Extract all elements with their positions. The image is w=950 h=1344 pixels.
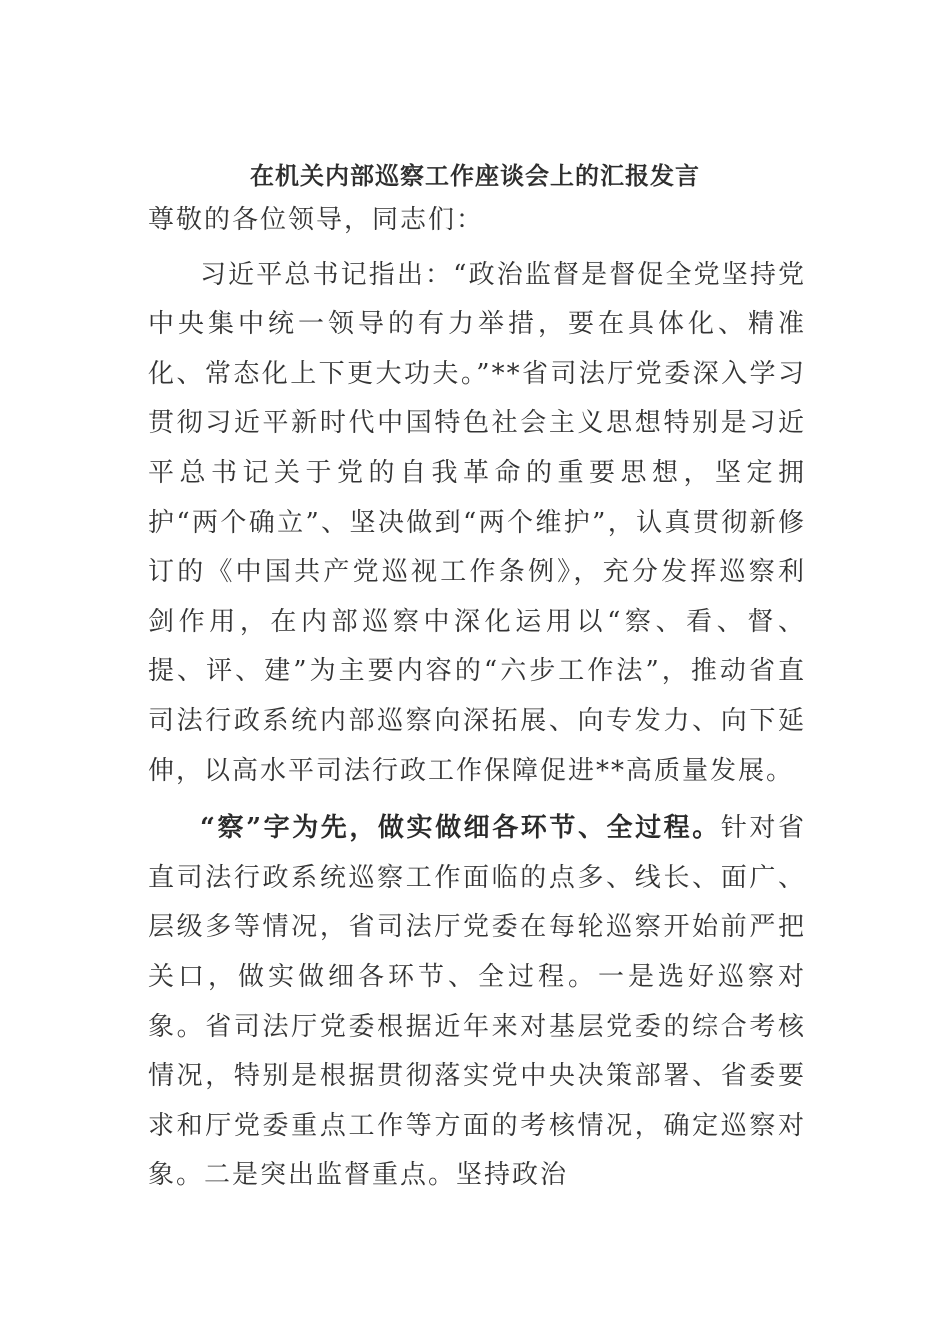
paragraph-cha — [148, 804, 806, 1201]
paragraph-text: 针对省直司法行政系统巡察工作面临的点多、线长、面广、层级多等情况，省司法厅党委在每轮巡察开始前严把关口，做实做细各环节、全过程。一是选好巡察对象。省司法厅党委根据近年来对基层党委的综合考核情况，特别是根据贯彻落实党中央决策部署、省委要求和厅党委重点工作等方面的考核情况，确定巡察对象。二是突出监督重点。坚持政治 — [148, 813, 806, 1191]
paragraph-lead-heading: “察”字为先，做实做细各环节、全过程。 — [200, 813, 721, 844]
document-title: 在机关内部巡察工作座谈会上的汇报发言 — [250, 161, 700, 190]
paragraph-intro — [148, 251, 806, 797]
salutation: 尊敬的各位领导，同志们： — [148, 205, 485, 235]
document-body — [148, 196, 806, 1201]
paragraph-text: 习近平总书记指出：“政治监督是督促全党坚持党中央集中统一领导的有力举措，要在具体化、精准化、常态化上下更大功夫。”**省司法厅党委深入学习贯彻习近平新时代中国特色社会主义思想特别是习近平总书记关于党的自我革命的重要思想，坚定拥护“两个确立”、坚决做到“两个维护”，认真贯彻新修订的《中国共产党巡视工作条例》，充分发挥巡察利剑作用，在内部巡察中深化运用以“察、看、督、提、评、建”为主要内容的“六步工作法”，推动省直司法行政系统内部巡察向深拓展、向专发力、向下延伸，以高水平司法行政工作保障促进**高质量发展。 — [148, 259, 806, 786]
